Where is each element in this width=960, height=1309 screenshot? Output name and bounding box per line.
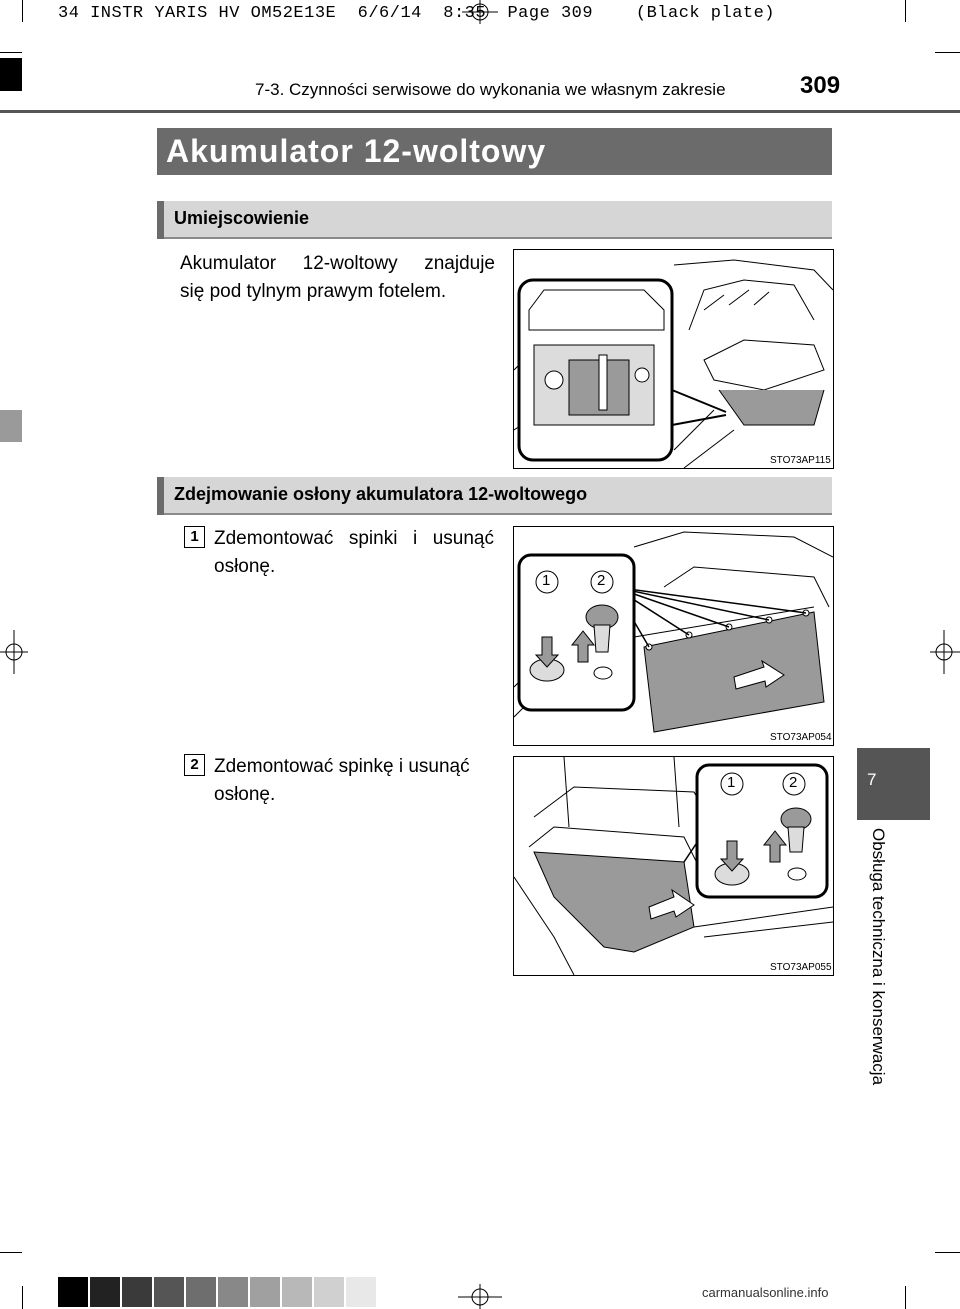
color-swatch	[154, 1277, 184, 1307]
step-number: 2	[184, 754, 205, 776]
cover-clip-illustration	[514, 757, 833, 975]
crop-mark	[905, 1286, 906, 1309]
callout-number: 2	[789, 774, 798, 791]
color-swatch	[58, 1277, 88, 1307]
color-swatch	[122, 1277, 152, 1307]
figure-battery-location	[513, 249, 834, 469]
subheading-location	[157, 201, 832, 239]
color-swatch	[250, 1277, 280, 1307]
figure-code: STO73AP055	[770, 962, 832, 973]
callout-number: 2	[597, 572, 606, 589]
chapter-title: Obsługa techniczna i konserwacja	[869, 828, 888, 1086]
figure-step-2	[513, 756, 834, 976]
callout-number: 1	[727, 774, 736, 791]
plate-info: 34 INSTR YARIS HV OM52E13E 6/6/14 8:35 Page 309 (Black plate)	[58, 4, 776, 23]
crop-mark	[905, 0, 906, 22]
corner-tab	[0, 58, 22, 91]
subheading-removal	[157, 477, 832, 515]
header-rule	[0, 110, 960, 113]
section-title-bar	[157, 128, 832, 175]
text-line: osłonę.	[214, 784, 276, 805]
chapter-tab	[857, 748, 930, 820]
crop-mark	[22, 0, 23, 22]
color-swatch	[282, 1277, 312, 1307]
figure-code: STO73AP054	[770, 732, 832, 743]
crop-mark	[0, 52, 22, 53]
callout-number: 1	[542, 572, 551, 589]
registration-mark	[462, 0, 498, 24]
crop-mark	[935, 1252, 960, 1253]
battery-location-illustration	[514, 250, 833, 468]
color-swatch	[346, 1277, 376, 1307]
running-header: 7-3. Czynności serwisowe do wykonania we własnym zakresie	[255, 80, 726, 99]
chapter-number: 7	[867, 770, 877, 789]
subheading-label: Zdejmowanie osłony akumulatora 12-woltowego	[174, 484, 588, 504]
page-title: Akumulator 12-woltowy	[166, 133, 547, 169]
registration-mark	[0, 630, 28, 674]
text-line: osłonę.	[214, 556, 276, 577]
subheading-label: Umiejscowienie	[174, 208, 310, 228]
location-text	[180, 250, 495, 306]
text-line: Akumulator 12-woltowy znajduje	[180, 253, 495, 274]
crop-mark	[22, 1286, 23, 1309]
crop-mark	[935, 52, 960, 53]
color-swatch	[314, 1277, 344, 1307]
cover-clips-illustration	[514, 527, 833, 745]
watermark: carmanualsonline.info	[702, 1285, 829, 1300]
color-swatch	[90, 1277, 120, 1307]
text-line: Zdemontować spinkę i usunąć	[214, 756, 470, 777]
step-number: 1	[184, 526, 205, 548]
crop-mark	[0, 1252, 22, 1253]
registration-mark	[458, 1284, 502, 1309]
page-number: 309	[800, 72, 841, 99]
color-swatch	[218, 1277, 248, 1307]
color-swatch	[186, 1277, 216, 1307]
text-line: Zdemontować spinki i usunąć	[214, 528, 494, 549]
figure-code: STO73AP115	[770, 455, 831, 466]
side-tab	[0, 410, 22, 442]
step-2-text	[214, 753, 494, 809]
text-line: się pod tylnym prawym fotelem.	[180, 281, 447, 302]
step-1-text	[214, 525, 494, 581]
figure-step-1	[513, 526, 834, 746]
registration-mark	[930, 630, 960, 674]
